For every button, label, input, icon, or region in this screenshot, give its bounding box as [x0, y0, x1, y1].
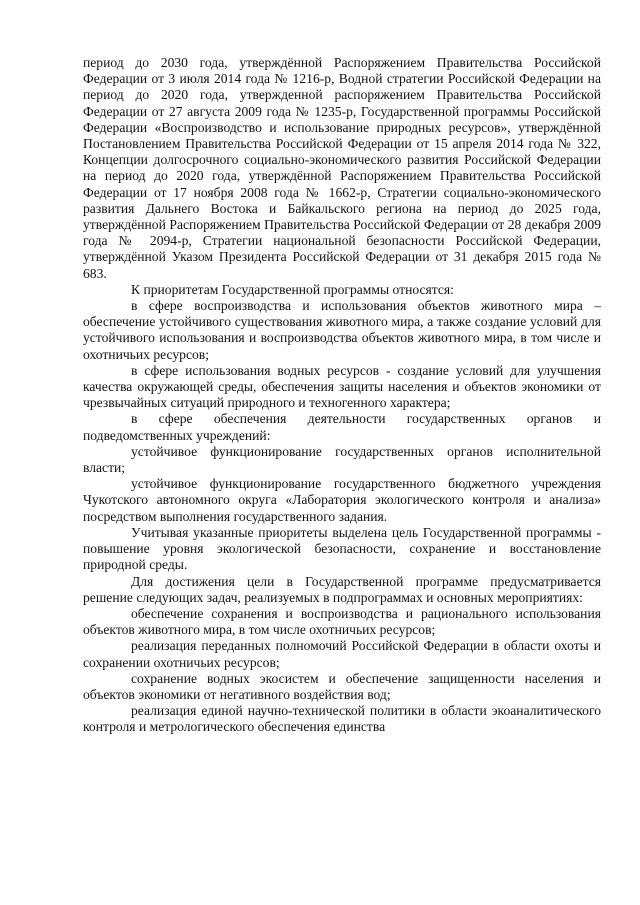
paragraph-wildlife-priority: в сфере воспроизводства и использования объектов животного мира – обеспечение устойчивого существования животного мира, а также создание условий для устойчивого использования и воспроизводства объектов животного мира, в том числе и охотничьих ресурсов; — [83, 298, 601, 362]
paragraph-strategies-list: период до 2030 года, утверждённой Распоряжением Правительства Российской Федерации от 3 июля 2014 года № 1216-р, Водной стратегии Российской Федерации на период до 2020 года, утвержденной распоряжением Правительства Российской Федерации от 27 августа 2009 года № 1235-р, Государственной программы Российской Федерации «Воспроизводство и использование природных ресурсов», утверждённой Постановлением Правительства Российской Федерации от 15 апреля 2014 года № 322, Концепции долгосрочного социально-экономического развития Российской Федерации на период до 2020 года, утверждённой Распоряжением Правительства Российской Федерации от 17 ноября 2008 года № 1662-р, Стратегии социально-экономического развития Дальнего Востока и Байкальского региона на период до 2025 года, утверждённой Распоряжением Правительства Российской Федерации от 28 декабря 2009 года № 2094-р, Стратегии национальной безопасности Российской Федерации, утверждённой Указом Президента Российской Федерации от 31 декабря 2015 года № 683. — [83, 55, 601, 281]
paragraph-task-wildlife: обеспечение сохранения и воспроизводства и рационального использования объектов животного мира, в том числе охотничьих ресурсов; — [83, 605, 601, 638]
paragraph-water-priority: в сфере использования водных ресурсов - создание условий для улучшения качества окружающей среды, обеспечения защиты населения и объектов экономики от чрезвычайных ситуаций природного и техногенного характера; — [83, 362, 601, 411]
paragraph-priorities-intro: К приоритетам Государственной программы относятся: — [131, 281, 454, 297]
document-page — [83, 55, 601, 736]
paragraph-executive-functioning: устойчивое функционирование государственных органов исполнительной власти; — [83, 443, 601, 476]
paragraph-government-bodies-priority: в сфере обеспечения деятельности государственных органов и подведомственных учреждений: — [83, 411, 601, 443]
paragraph-task-hunting: реализация переданных полномочий Российской Федерации в области охоты и сохранении охотничьих ресурсов; — [83, 638, 601, 670]
paragraph-task-water: сохранение водных экосистем и обеспечение защищенности населения и объектов экономики от негативного воздействия вод; — [83, 670, 601, 702]
paragraph-task-ecoanalytics: реализация единой научно-технической политики в области экоаналитического контроля и метрологического обеспечения единства — [83, 703, 601, 735]
paragraph-tasks-intro: Для достижения цели в Государственной программе предусматривается решение следующих задач, реализуемых в подпрограммах и основных мероприятиях: — [83, 573, 601, 605]
paragraph-program-goal: Учитывая указанные приоритеты выделена цель Государственной программы - повышение уровня экологической безопасности, сохранение и восстановление природной среды. — [83, 524, 601, 573]
paragraph-laboratory-functioning: устойчивое функционирование государственного бюджетного учреждения Чукотского автономного округа «Лаборатория экологического контроля и анализа» посредством выполнения государственного задания. — [83, 476, 601, 524]
